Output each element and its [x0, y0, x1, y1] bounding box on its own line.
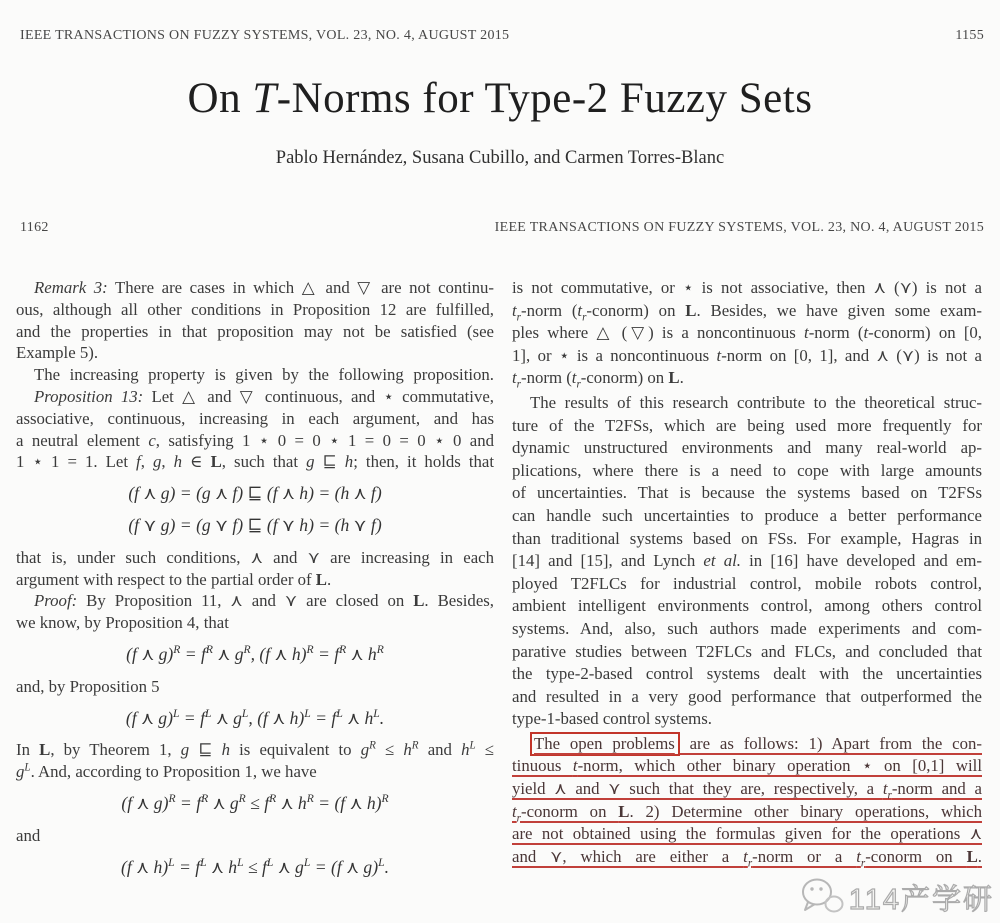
math-formula: (f ⋏ $g)^R = f^R$ ⋏ $g^R \le f^R$ ⋏ $h^R = (f$ ⋏ h)$^R$	[121, 792, 389, 813]
paragraph	[16, 590, 494, 634]
page1-header	[20, 28, 984, 44]
journal-header-text: IEEE TRANSACTIONS ON FUZZY SYSTEMS, VOL. 23, NO. 4, AUGUST 2015	[20, 28, 510, 43]
text-line: The open problems are as follows: 1) Apart from the con-	[512, 733, 982, 756]
text-line: than traditional systems based on FSs. For example, Hagras in	[512, 528, 982, 548]
text-line: we know, by Proposition 4, that	[16, 613, 229, 633]
highlight-box: The open problems	[530, 732, 680, 756]
text-line: and, by Proposition 5	[16, 676, 160, 696]
page-number: 1155	[955, 28, 984, 43]
text-line: $g^L$. And, according to Proposition 1, we have	[16, 761, 317, 782]
left-column	[16, 277, 494, 888]
paragraph	[16, 364, 494, 386]
text-line: [14] and [15], and Lynch et al. in [16] have developed and em-	[512, 551, 983, 571]
text-line: Example 5).	[16, 343, 99, 363]
text-line: of uncertainties. That is because the systems based on T2FSs	[512, 483, 982, 503]
paragraph	[16, 739, 494, 783]
text-line: tinuous t-norm, which other binary operation ⋆ on [0,1] will	[512, 756, 982, 776]
text-line: In L, by Theorem 1, g ⊑ h is equivalent to $g^R \le h^R$ and $h^L$ ≤	[16, 739, 494, 760]
text-line: is not commutative, or ⋆ is not associative, then ⋏ (⋎) is not a	[512, 278, 982, 297]
math-formula: (f ⋏ $g)^L = f^L$ ⋏ $g^L$, (f ⋏ $h)^L = f^L$ ⋏ $h^L$.	[125, 706, 385, 728]
text-line: and resulted in a very good performance that outperformed the	[512, 686, 982, 706]
paragraph	[16, 277, 494, 364]
text-line: are not obtained using the formulas given for the operations ⋏	[512, 824, 982, 844]
article-body	[16, 277, 982, 888]
right-column	[512, 277, 982, 888]
text-line: ambient intelligent environments control, among others control	[512, 596, 982, 616]
text-line: and the properties in that proposition may not be satisfied (see	[16, 321, 494, 341]
paper-title	[0, 74, 1000, 123]
text-line: ous, although all other conditions in Proposition 12 are fulfilled,	[16, 299, 494, 319]
math-formula: (f ⋏ g) = (g ⋏ f) ⊑ (f ⋏ h) = (h ⋏ f)	[128, 483, 382, 504]
text-line: yield ⋏ and ⋎ such that they are, respectively, a $t_r$-norm and a	[512, 779, 982, 802]
paragraph	[512, 392, 982, 731]
text-line: the type-2-based control systems dealt with the uncertainties	[512, 664, 982, 684]
text-line: systems. And, also, such authors made experiments and com-	[512, 618, 982, 638]
text-line: plications, where there is a need to cope with large amounts	[512, 460, 982, 480]
page2-header	[20, 220, 984, 236]
watermark	[799, 875, 994, 919]
page-number: 1162	[20, 220, 49, 235]
chat-bubble-icon	[799, 875, 845, 919]
text-line: $t_r$-norm $(t_r-conorm)$ on L. Besides, we have given some exam-	[512, 300, 982, 323]
text-line: parative studies between T2FLCs and FLCs, and concluded that	[512, 641, 982, 661]
title-text-pre: On	[187, 75, 253, 122]
text-line: associative, continuous, increasing in each argument, and has	[16, 408, 494, 428]
text-line: 1 ⋆ 1 = 1. Let f, g, h ∈ L, such that g ⊑ h; then, it holds that	[16, 452, 495, 472]
title-text-italic: T	[252, 75, 277, 122]
math-formula: (f ⋎ g) = (g ⋎ f) ⊑ (f ⋎ h) = (h ⋎ f)	[128, 514, 382, 535]
text-line: ployed T2FLCs for industrial control, mobile robots control,	[512, 573, 982, 593]
text-line: and	[16, 825, 41, 845]
text-line: argument with respect to the partial order of L.	[16, 569, 332, 589]
paragraph	[16, 547, 494, 591]
text-line: Proposition 13: Let △ and ▽ continuous, and ⋆ commutative,	[34, 386, 494, 406]
text-line: type-1-based control systems.	[512, 709, 712, 729]
text-line: a neutral element c, satisfying 1 ⋆ 0 = 0 ⋆ 1 = 0 = 0 ⋆ 0 and	[16, 430, 494, 450]
paragraph	[16, 386, 494, 473]
authors-line: Pablo Hernández, Susana Cubillo, and Carmen Torres-Blanc	[275, 148, 725, 168]
text-line: ture of the T2FSs, which are being used more frequently for	[512, 415, 982, 435]
paragraph	[16, 825, 494, 847]
text-line: that is, under such conditions, ⋏ and ⋎ are increasing in each	[16, 547, 494, 567]
text-line: can handle such uncertainties to produce a better performance	[512, 505, 982, 525]
math-formula: (f ⋏ $h)^L = f^L$ ⋏ $h^L \le f^L$ ⋏ $g^L = (f$ ⋏ g)$^L$.	[121, 855, 389, 877]
text-line: The increasing property is given by the following proposition.	[34, 365, 494, 385]
paragraph	[512, 277, 982, 390]
text-line: 1], or ⋆ is a noncontinuous t-norm on [0, 1], and ⋏ (⋎) is not a	[512, 345, 982, 365]
journal-header-text: IEEE TRANSACTIONS ON FUZZY SYSTEMS, VOL. 23, NO. 4, AUGUST 2015	[494, 220, 984, 235]
text-line: ples where △ (▽) is a noncontinuous t-norm (t-conorm) on [0,	[512, 323, 982, 343]
math-formula: (f ⋏ $g)^R = f^R$ ⋏ $g^R$, (f ⋏ $h)^R = f^R$ ⋏ $h^R$	[126, 643, 384, 664]
watermark-label: 114产学研	[848, 883, 994, 916]
text-line: and ⋎, which are either a $t_r$-norm or a $t_r$-conorm on L.	[512, 846, 982, 870]
text-line: dynamic unstructured environments and many real-world ap-	[512, 438, 982, 458]
text-line: Proof: By Proposition 11, ⋏ and ⋎ are closed on L. Besides,	[34, 591, 494, 611]
text-line: $t_r$-conorm on L. 2) Determine other binary operations, which	[512, 801, 982, 825]
title-text-post: -Norms for Type-2 Fuzzy Sets	[276, 75, 813, 122]
text-line: The results of this research contribute to the theoretical struc-	[530, 392, 982, 412]
text-line: $t_r$-norm $(t_r-conorm)$ on L.	[512, 368, 684, 391]
text-line: Remark 3: There are cases in which △ and ▽ are not continu-	[34, 278, 494, 297]
annotated-paragraph	[512, 733, 982, 869]
paragraph	[16, 676, 494, 698]
